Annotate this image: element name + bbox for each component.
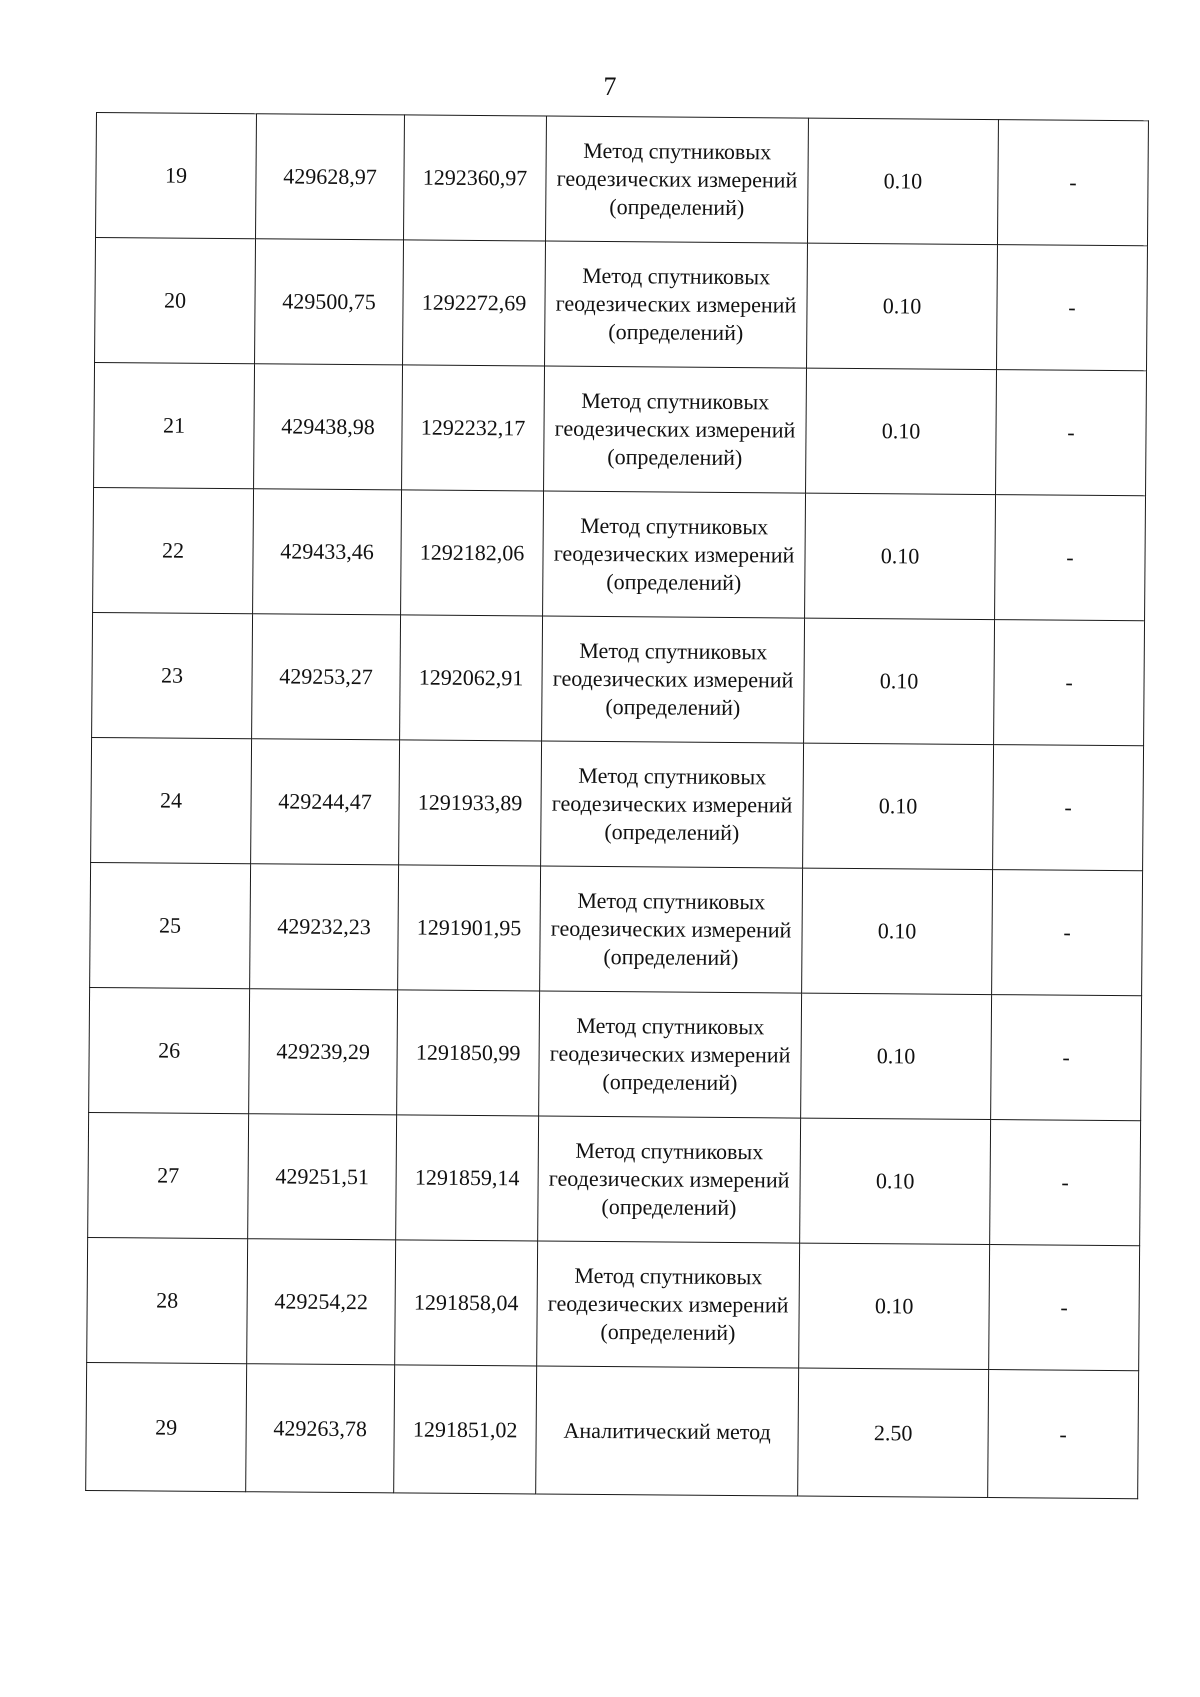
x-coordinate-cell: 429500,75 [255, 239, 404, 365]
x-coordinate-cell: 429232,23 [250, 864, 399, 990]
accuracy-cell: 0.10 [805, 493, 996, 619]
y-coordinate-cell: 1291859,14 [396, 1115, 539, 1241]
extra-cell: - [996, 370, 1147, 496]
extra-cell: - [997, 245, 1148, 371]
method-cell: Метод спутниковых геодезических измерений (определений) [544, 366, 807, 493]
extra-cell: - [997, 120, 1148, 246]
extra-cell: - [995, 495, 1146, 621]
point-number-cell: 28 [87, 1237, 248, 1363]
x-coordinate-cell: 429244,47 [251, 739, 400, 865]
accuracy-cell: 2.50 [798, 1368, 989, 1497]
point-number-cell: 23 [92, 612, 253, 738]
table-row [93, 487, 1146, 620]
point-number-cell: 19 [96, 113, 257, 239]
method-cell: Метод спутниковых геодезических измерений (определений) [538, 1116, 801, 1243]
y-coordinate-cell: 1291851,02 [394, 1365, 537, 1494]
accuracy-cell: 0.10 [803, 743, 994, 869]
method-cell: Метод спутниковых геодезических измерений (определений) [546, 116, 809, 243]
x-coordinate-cell: 429253,27 [252, 614, 401, 740]
x-coordinate-cell: 429263,78 [246, 1364, 395, 1493]
accuracy-cell: 0.10 [807, 243, 998, 369]
extra-cell: - [992, 870, 1143, 996]
method-cell: Метод спутниковых геодезических измерений (определений) [540, 866, 803, 993]
page-number: 7 [603, 72, 617, 101]
point-number-cell: 27 [88, 1112, 249, 1238]
point-number-cell: 21 [94, 362, 255, 488]
x-coordinate-cell: 429251,51 [248, 1114, 397, 1240]
extra-cell: - [988, 1370, 1139, 1499]
table-row [88, 1112, 1141, 1245]
accuracy-cell: 0.10 [804, 618, 995, 744]
y-coordinate-cell: 1291850,99 [397, 990, 540, 1116]
accuracy-cell: 0.10 [806, 368, 997, 494]
method-cell: Метод спутниковых геодезических измерений (определений) [541, 741, 804, 868]
point-number-cell: 22 [93, 487, 254, 613]
x-coordinate-cell: 429628,97 [256, 114, 405, 240]
y-coordinate-cell: 1291901,95 [398, 865, 541, 991]
x-coordinate-cell: 429254,22 [247, 1239, 396, 1365]
accuracy-cell: 0.10 [799, 1243, 990, 1369]
extra-cell: - [993, 745, 1144, 871]
table-row [95, 238, 1148, 371]
x-coordinate-cell: 429438,98 [254, 364, 403, 490]
table-row [94, 362, 1147, 495]
y-coordinate-cell: 1291933,89 [399, 740, 542, 866]
point-number-cell: 20 [95, 238, 256, 364]
y-coordinate-cell: 1292182,06 [401, 490, 544, 616]
table-row [87, 1237, 1140, 1370]
table-row [91, 737, 1144, 870]
method-cell: Метод спутниковых геодезических измерений (определений) [543, 491, 806, 618]
accuracy-cell: 0.10 [801, 993, 992, 1119]
y-coordinate-cell: 1292272,69 [403, 240, 546, 366]
accuracy-cell: 0.10 [802, 868, 993, 994]
point-number-cell: 29 [86, 1362, 247, 1491]
y-coordinate-cell: 1292232,17 [402, 365, 545, 491]
table-row [90, 862, 1143, 995]
extra-cell: - [990, 1120, 1141, 1246]
point-number-cell: 24 [91, 737, 252, 863]
method-cell: Метод спутниковых геодезических измерений (определений) [537, 1241, 800, 1368]
accuracy-cell: 0.10 [807, 118, 998, 244]
accuracy-cell: 0.10 [800, 1118, 991, 1244]
y-coordinate-cell: 1291858,04 [395, 1240, 538, 1366]
method-cell: Метод спутниковых геодезических измерений (определений) [542, 616, 805, 743]
x-coordinate-cell: 429433,46 [253, 489, 402, 615]
method-cell: Метод спутниковых геодезических измерений (определений) [539, 991, 802, 1118]
table-row [92, 612, 1145, 745]
extra-cell: - [991, 995, 1142, 1121]
table-row [89, 987, 1142, 1120]
coordinates-table [85, 112, 1149, 1499]
method-cell: Аналитический метод [536, 1366, 799, 1496]
point-number-cell: 26 [89, 987, 250, 1113]
extra-cell: - [994, 620, 1145, 746]
method-cell: Метод спутниковых геодезических измерений (определений) [545, 241, 808, 368]
y-coordinate-cell: 1292360,97 [404, 115, 547, 241]
y-coordinate-cell: 1292062,91 [400, 615, 543, 741]
x-coordinate-cell: 429239,29 [249, 989, 398, 1115]
coordinates-table-container [85, 112, 1148, 1499]
extra-cell: - [989, 1245, 1140, 1371]
point-number-cell: 25 [90, 862, 251, 988]
table-row [86, 1362, 1139, 1498]
table-row [96, 113, 1149, 246]
